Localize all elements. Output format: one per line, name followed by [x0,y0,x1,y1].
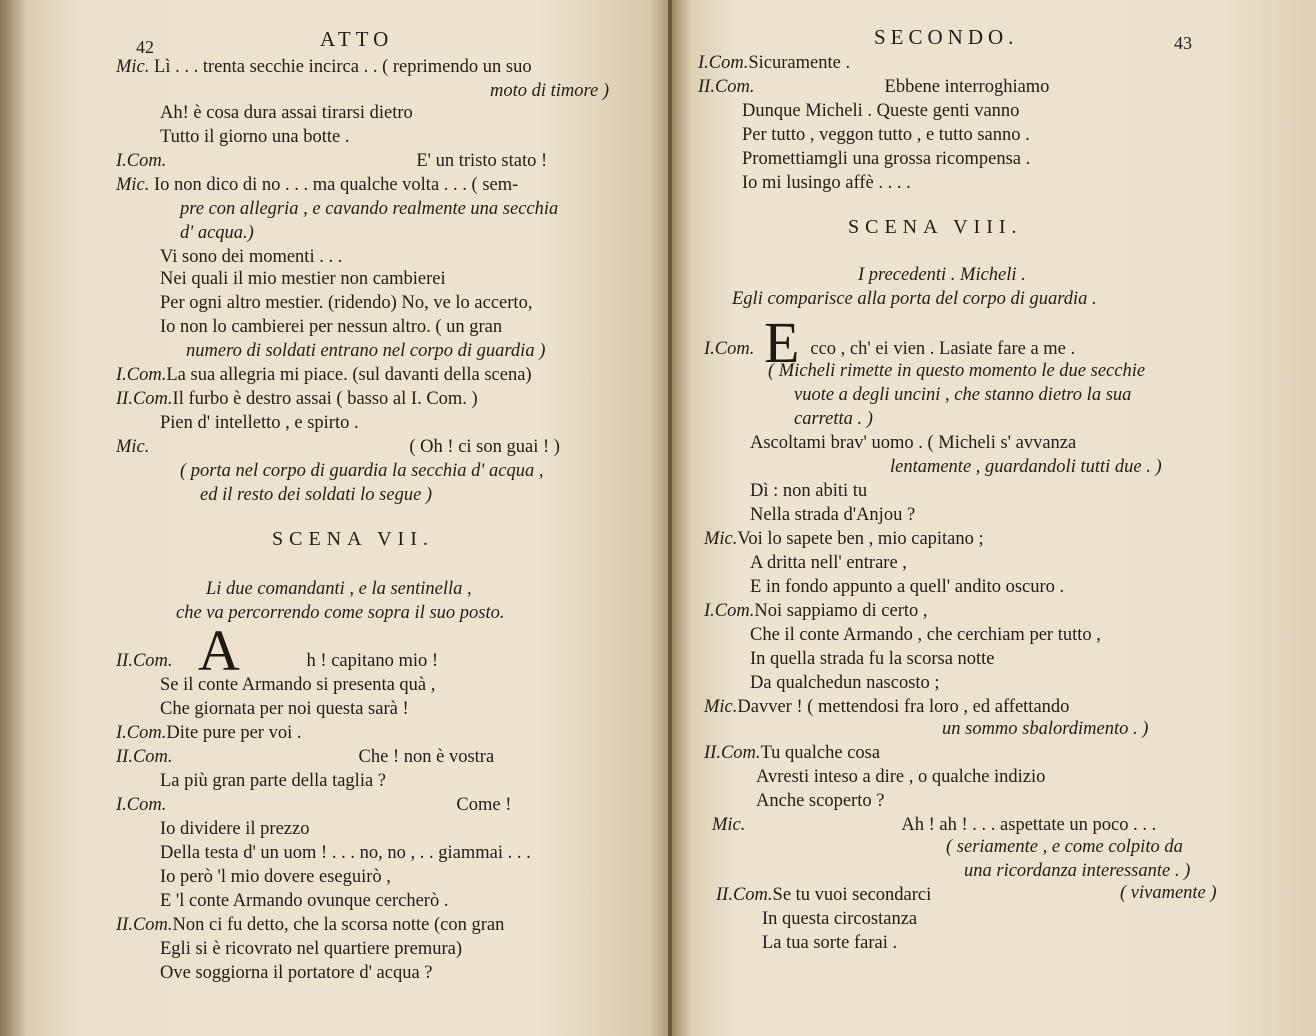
text-line: Io dividere il prezzo [160,819,310,839]
text-line: numero di soldati entrano nel corpo di guardia ) [186,341,546,361]
text-line: E in fondo appunto a quell' andito oscuro . [750,577,1065,597]
text-line: I.Com.La sua allegria mi piace. (sul davanti della scena) [116,365,532,385]
text-line: I.Com. Come ! [116,795,512,815]
page-number: 42 [136,37,154,57]
text-line: Che il conte Armando , che cerchiam per tutto , [750,625,1101,645]
text-line: lentamente , guardandoli tutti due . ) [890,457,1162,477]
text-line: ( porta nel corpo di guardia la secchia d' acqua , [180,461,544,481]
text-line: ( vivamente ) [1120,883,1217,903]
text-line: Avresti inteso a dire , o qualche indizio [756,767,1046,787]
text-line: I.Com. E' un tristo stato ! [116,151,548,171]
text-line: A dritta nell' entrare , [750,553,907,573]
text-line: Se il conte Armando si presenta quà , [160,675,436,695]
text-line: Per ogni altro mestier. (ridendo) No, ve lo accerto, [160,293,533,313]
stage-direction: I precedenti . Micheli . [858,265,1026,285]
text-line: Da qualchedun nascosto ; [750,673,940,693]
scene-title: SCENA VII. [272,528,434,550]
stage-direction: che va percorrendo come sopra il suo posto. [176,603,505,623]
text-line: I.Com.Sicuramente . [698,53,851,73]
text-line: Della testa d' un uom ! . . . no, no , . . giammai . . . [160,843,531,863]
text-line: Ascoltami brav' uomo . ( Micheli s' avvanza [750,433,1077,453]
text-line: II.Com.Non ci fu detto, che la scorsa notte (con gran [116,915,505,935]
stage-direction: Egli comparisce alla porta del corpo di guardia . [732,289,1097,309]
text-line: E 'l conte Armando ovunque cercherò . [160,891,449,911]
text-line: Mic.Voi lo sapete ben , mio capitano ; [704,529,984,549]
text-line: Anche scoperto ? [756,791,885,811]
text-line: In questa circostanza [762,909,918,929]
text-line: II.Com. h ! capitano mio ! [116,651,439,671]
right-page [672,0,1316,1036]
text-line: Per tutto , veggon tutto , e tutto sanno . [742,125,1030,145]
text-line: Nei quali il mio mestier non cambierei [160,269,446,289]
running-head: SECONDO. [874,25,1019,49]
scene-title: SCENA VIII. [848,216,1023,238]
text-line: Io però 'l mio dovere eseguirò , [160,867,391,887]
text-line: Mic. Io non dico di no . . . ma qualche volta . . . ( sem- [116,175,519,195]
text-line: La più gran parte della taglia ? [160,771,387,791]
text-line: ed il resto dei soldati lo segue ) [200,485,433,505]
text-line: Io non lo cambierei per nessun altro. ( un gran [160,317,503,337]
text-line: Mic.Davver ! ( mettendosi fra loro , ed affettando [704,697,1070,717]
text-line: Vi sono dei momenti . . . [160,247,343,267]
text-line: ( Micheli rimette in questo momento le due secchie [768,361,1146,381]
text-line: Mic. Lì . . . trenta secchie incirca . . ( reprimendo un suo [116,57,532,77]
text-line: Mic. Ah ! ah ! . . . aspettate un poco . . . [712,815,1157,835]
text-line: vuote a degli uncini , che stanno dietro la sua [794,385,1132,405]
stage-direction: Li due comandanti , e la sentinella , [206,579,472,599]
text-line: II.Com.Il furbo è destro assai ( basso al I. Com. ) [116,389,478,409]
running-head: ATTO [320,27,394,51]
text-line: ( seriamente , e come colpito da [946,837,1183,857]
text-line: II.Com.Se tu vuoi secondarci [716,885,932,905]
page-number: 43 [1174,33,1192,53]
text-line: d' acqua.) [180,223,254,243]
drop-cap: E [764,310,800,375]
text-line: II.Com. Che ! non è vostra [116,747,495,767]
text-line: In quella strada fu la scorsa notte [750,649,995,669]
text-line: I.Com.Noi sappiamo di certo , [704,601,928,621]
text-line: Ah! è cosa dura assai tirarsi dietro [160,103,413,123]
text-line: una ricordanza interessante . ) [964,861,1191,881]
text-line: II.Com.Tu qualche cosa [704,743,881,763]
text-line: II.Com. Ebbene interroghiamo [698,77,1050,97]
text-line: un sommo sbalordimento . ) [942,719,1149,739]
text-line: Ove soggiorna il portatore d' acqua ? [160,963,433,983]
text-line: Io mi lusingo affè . . . . [742,173,911,193]
text-line: Dunque Micheli . Queste genti vanno [742,101,1020,121]
text-line: Nella strada d'Anjou ? [750,505,916,525]
text-line: Promettiamgli una grossa ricompensa . [742,149,1031,169]
text-line: moto di timore ) [490,81,610,101]
text-line: I.Com.Dite pure per voi . [116,723,302,743]
text-line: Mic. ( Oh ! ci son guai ! ) [116,437,560,457]
text-line: I.Com. cco , ch' ei vien . Lasiate fare a me . [704,339,1076,359]
text-line: Tutto il giorno una botte . [160,127,350,147]
text-line: Dì : non abiti tu [750,481,868,501]
drop-cap: A [198,618,240,683]
text-line: Che giornata per noi questa sarà ! [160,699,409,719]
text-line: Egli si è ricovrato nel quartiere premura) [160,939,463,959]
text-line: Pien d' intelletto , e spirto . [160,413,359,433]
text-line: carretta . ) [794,409,873,429]
text-line: La tua sorte farai . [762,933,898,953]
text-line: pre con allegria , e cavando realmente una secchia [180,199,559,219]
